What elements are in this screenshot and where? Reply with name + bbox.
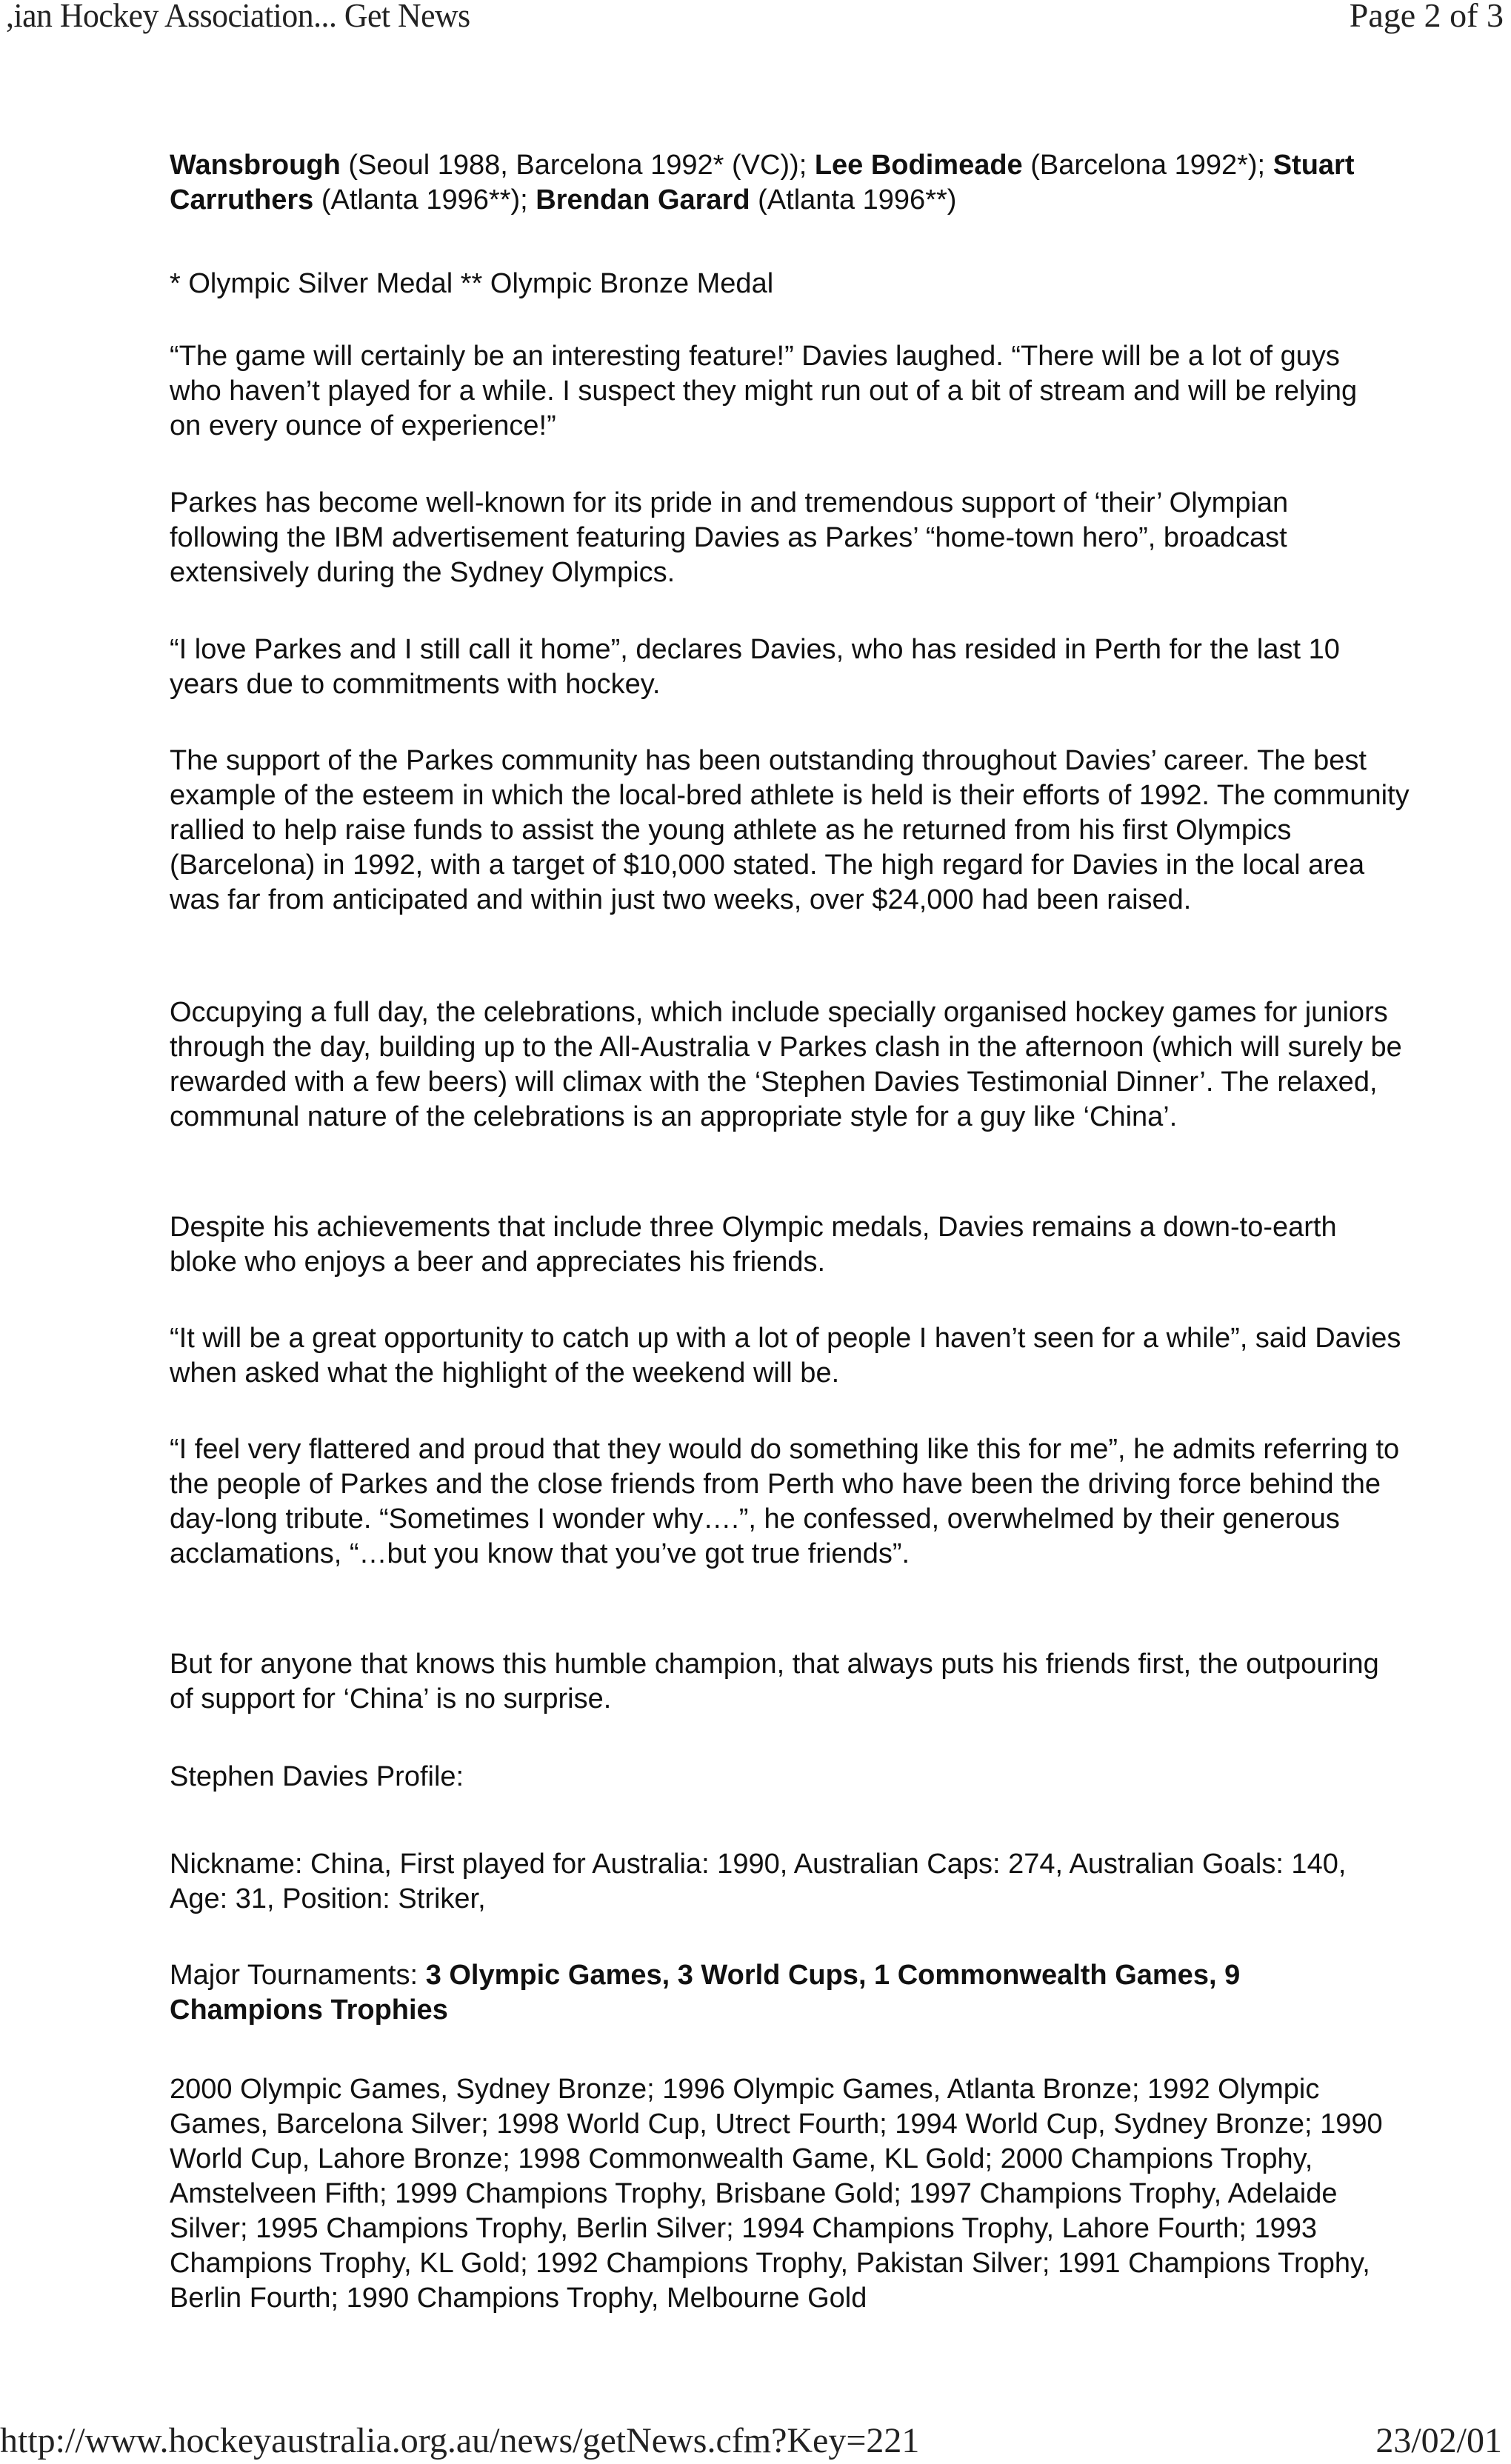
medal-key-block <box>170 267 1414 301</box>
paragraph-block <box>170 1210 1384 1280</box>
footer-url: http://www.hockeyaustralia.org.au/news/getNews.cfm?Key=221 <box>0 2421 920 2460</box>
paragraph-flattered: “I feel very flattered and proud that they would do something like this for me”, he admits referring to the people of Parkes and the close friends from Perth who have been the driving force behind the day-long tribute. “Sometimes I wonder why….”, he confessed, overwhelmed by their generous acclamations, “…but you know that you’ve got true friends”. <box>170 1434 1400 1569</box>
profile-heading: Stephen Davies Profile: <box>170 1761 464 1792</box>
paragraph-block <box>170 1432 1414 1572</box>
article-body <box>170 148 1414 218</box>
olympian-detail: (Barcelona 1992*); <box>1022 150 1273 181</box>
olympian-detail: (Atlanta 1996**) <box>750 184 957 216</box>
olympian-name: Wansbrough <box>170 150 341 181</box>
paragraph-block <box>170 744 1414 918</box>
paragraph-community-support: The support of the Parkes community has been outstanding throughout Davies’ career. The best example of the esteem in which the local-bred athlete is held is their efforts of 1992. The community rallied to help raise funds to assist the young athlete as he returned from his first Olympics (Barcelona) in 1992, with a target of $10,000 stated. The high regard for Davies in the local area was far from anticipated and within just two weeks, over $24,000 had been raised. <box>170 745 1410 915</box>
paragraph-ibm-ad: Parkes has become well-known for its pride in and tremendous support of ‘their’ Olympian following the IBM advertisement featuring Davies as Parkes’ “home-town hero”, broadcast extensively during the Sydney Olympics. <box>170 487 1289 588</box>
paragraph-opportunity: “It will be a great opportunity to catch up with a lot of people I haven’t seen for a while”, said Davies when asked what the highlight of the weekend will be. <box>170 1323 1401 1389</box>
paragraph-block <box>170 486 1355 590</box>
olympian-detail: (Atlanta 1996**); <box>313 184 536 216</box>
paragraph-block <box>170 632 1414 702</box>
paragraph-love-parkes: “I love Parkes and I still call it home”, declares Davies, who has resided in Perth for the last 10 years due to commitments with hockey. <box>170 634 1340 700</box>
paragraph-humble-champion: But for anyone that knows this humble champion, that always puts his friends first, the outpouring of support for ‘China’ is no surprise. <box>170 1649 1379 1715</box>
paragraph-block <box>170 339 1370 444</box>
major-tournaments-label: Major Tournaments: <box>170 1960 426 1991</box>
olympians-list <box>170 148 1384 218</box>
profile-details: Nickname: China, First played for Australia: 1990, Australian Caps: 274, Australian Goals: 140, Age: 31, Position: Striker, <box>170 1849 1347 1914</box>
tournament-results: 2000 Olympic Games, Sydney Bronze; 1996 Olympic Games, Atlanta Bronze; 1992 Olympic Games, Barcelona Silver; 1998 World Cup, Utrect Fourth; 1994 World Cup, Sydney Bronze; 1990 World Cup, Lahore Bronze; 1998 Commonwealth Game, KL Gold; 2000 Champions Trophy, Amstelveen Fifth; 1999 Champions Trophy, Brisbane Gold; 1997 Champions Trophy, Adelaide Silver; 1995 Champions Trophy, Berlin Silver; 1994 Champions Trophy, Lahore Fourth; 1993 Champions Trophy, KL Gold; 1992 Champions Trophy, Pakistan Silver; 1991 Champions Trophy, Berlin Fourth; 1990 Champions Trophy, Melbourne Gold <box>170 2074 1383 2314</box>
page-number-indicator: Page 2 of 3 <box>1349 0 1504 34</box>
olympian-name: Stuart Carruthers <box>170 150 1355 216</box>
medal-key: * Olympic Silver Medal ** Olympic Bronze Medal <box>170 268 774 299</box>
major-tournaments <box>170 1958 1384 2028</box>
page-header-title: ,ian Hockey Association... Get News <box>6 0 470 34</box>
footer-date: 23/02/01 <box>1375 2421 1502 2460</box>
profile-heading-block <box>170 1760 1414 1794</box>
tournament-results-block <box>170 2072 1384 2316</box>
olympian-name: Lee Bodimeade <box>814 150 1023 181</box>
olympian-name: Brendan Garard <box>536 184 750 216</box>
paragraph-quote-game: “The game will certainly be an interesting feature!” Davies laughed. “There will be a lot of guys who haven’t played for a while. I suspect they might run out of a bit of stream and will be relying on every ounce of experience!” <box>170 341 1358 441</box>
major-tournaments-summary: 3 Olympic Games, 3 World Cups, 1 Commonwealth Games, 9 Champions Trophies <box>170 1960 1241 2026</box>
profile-details-block <box>170 1847 1355 1917</box>
paragraph-block <box>170 1647 1399 1717</box>
major-tournaments-block <box>170 1958 1384 2028</box>
paragraph-achievements: Despite his achievements that include three Olympic medals, Davies remains a down-to-earth bloke who enjoys a beer and appreciates his friends. <box>170 1212 1337 1278</box>
olympian-detail: (Seoul 1988, Barcelona 1992* (VC)); <box>340 150 815 181</box>
paragraph-block <box>170 1321 1414 1391</box>
paragraph-celebrations: Occupying a full day, the celebrations, which include specially organised hockey games for juniors through the day, building up to the All-Australia v Parkes clash in the afternoon (which will surely be rewarded with a few beers) will climax with the ‘Stephen Davies Testimonial Dinner’. The relaxed, communal nature of the celebrations is an appropriate style for a guy like ‘China’. <box>170 997 1402 1132</box>
paragraph-block <box>170 995 1414 1135</box>
